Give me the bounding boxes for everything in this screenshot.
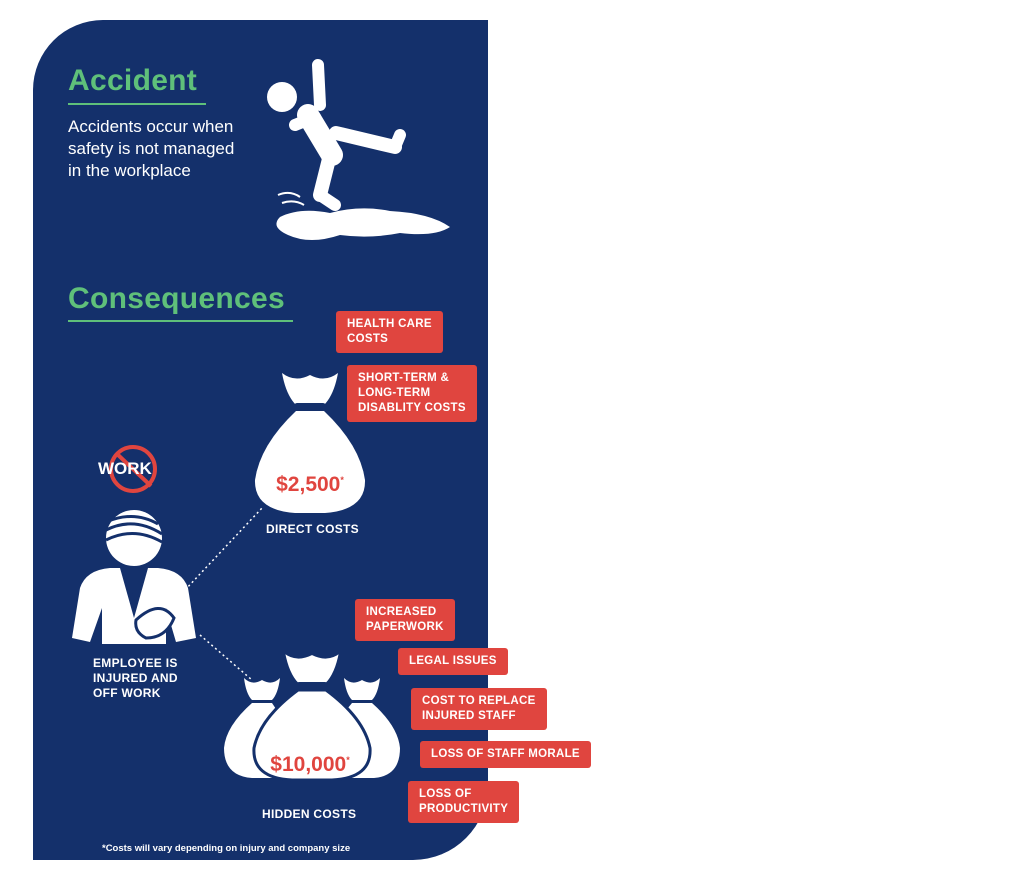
tag-health-care-costs: HEALTH CARE COSTS — [336, 311, 443, 353]
tag-increased-paperwork: INCREASED PAPERWORK — [355, 599, 455, 641]
employee-caption: EMPLOYEE IS INJURED AND OFF WORK — [93, 656, 178, 700]
no-work-label: WORK — [98, 459, 152, 478]
tag-productivity: LOSS OF PRODUCTIVITY — [408, 781, 519, 823]
hidden-cost-asterisk: * — [346, 755, 350, 765]
tag-legal-issues: LEGAL ISSUES — [398, 648, 508, 675]
accident-description: Accidents occur when safety is not managed in the workplace — [68, 117, 235, 180]
costs-footnote: *Costs will vary depending on injury and company size — [102, 843, 351, 854]
hidden-costs-caption: HIDDEN COSTS — [262, 807, 357, 821]
consequences-heading: Consequences — [68, 282, 285, 315]
hidden-cost-value: $10,000 — [270, 753, 347, 776]
tag-replace-staff: COST TO REPLACE INJURED STAFF — [411, 688, 547, 730]
direct-cost-value: $2,500 — [276, 473, 341, 496]
tag-disability-costs: SHORT-TERM & LONG-TERM DISABLITY COSTS — [347, 365, 477, 422]
direct-cost-asterisk: * — [340, 475, 344, 485]
direct-costs-caption: DIRECT COSTS — [266, 522, 359, 536]
accident-heading: Accident — [68, 64, 198, 97]
tag-staff-morale: LOSS OF STAFF MORALE — [420, 741, 591, 768]
hidden-cost-amount — [255, 753, 365, 777]
